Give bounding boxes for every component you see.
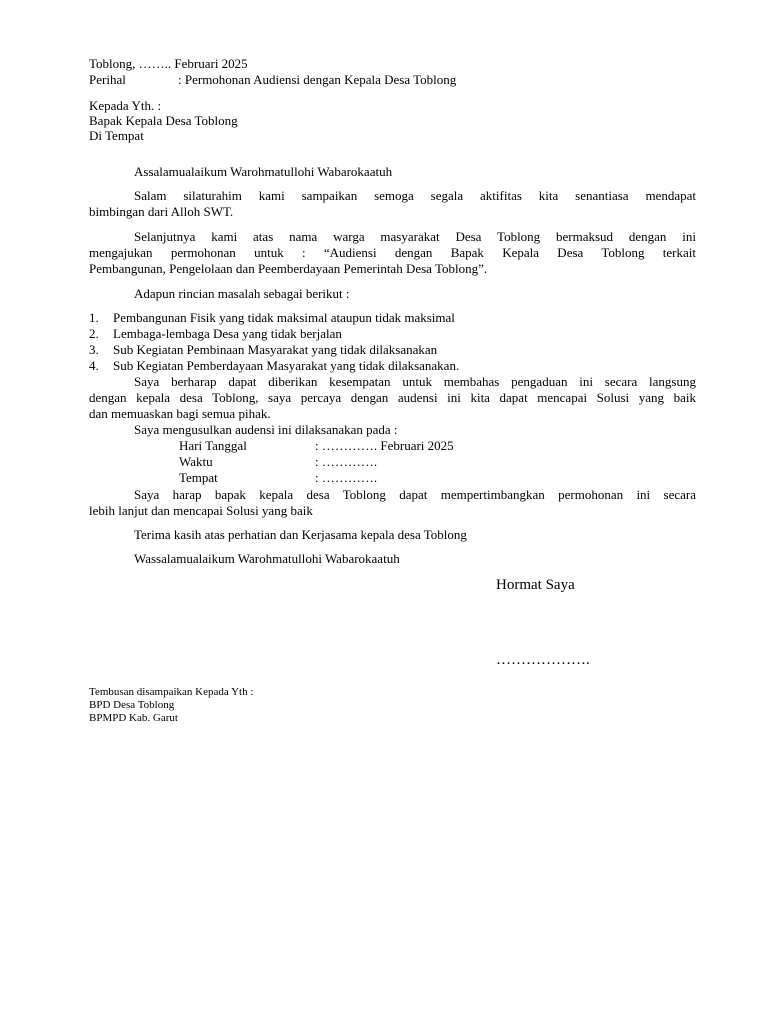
paragraph-1	[89, 188, 696, 220]
list-item: Sub Kegiatan Pembinaan Masyarakat yang tidak dilaksanakan	[113, 342, 438, 357]
list-item-num: 3.	[89, 342, 99, 357]
thanks-line: Terima kasih atas perhatian dan Kerjasama kepala desa Toblong	[134, 527, 467, 542]
list-item-num: 1.	[89, 310, 99, 325]
cc-title: Tembusan disampaikan Kepada Yth :	[89, 686, 254, 698]
paragraph-4-line-1: Saya berharap dapat diberikan kesempatan untuk membahas pengaduan ini secara langsung	[134, 374, 696, 389]
schedule-value-place: : ………….	[315, 470, 378, 485]
paragraph-2-line-1: Selanjutnya kami atas nama warga masyarakat Desa Toblong bermaksud dengan ini	[134, 229, 696, 244]
paragraph-3: Adapun rincian masalah sebagai berikut :	[134, 286, 350, 301]
perihal-label: Perihal	[89, 72, 126, 87]
list-item: Lembaga-lembaga Desa yang tidak berjalan	[113, 326, 342, 341]
date-line: Toblong, …….. Februari 2025	[89, 56, 248, 71]
cc-line-1: BPD Desa Toblong	[89, 699, 175, 711]
schedule-value-date: : …………. Februari 2025	[315, 438, 454, 453]
perihal-value: : Permohonan Audiensi dengan Kepala Desa Toblong	[178, 72, 457, 87]
paragraph-1-line-2: bimbingan dari Alloh SWT.	[89, 204, 234, 219]
schedule-label-time: Waktu	[179, 454, 213, 469]
schedule-value-time: : ………….	[315, 454, 378, 469]
paragraph-6	[89, 487, 696, 519]
schedule-label-date: Hari Tanggal	[179, 438, 247, 453]
paragraph-4	[89, 374, 696, 422]
paragraph-2-line-3: Pembangunan, Pengelolaan dan Peemberdayaan Pemerintah Desa Toblong”.	[89, 261, 488, 276]
paragraph-6-line-1: Saya harap bapak kepala desa Toblong dapat mempertimbangkan permohonan ini secara	[134, 487, 696, 502]
closing-greeting: Wassalamualaikum Warohmatullohi Wabarokaatuh	[134, 551, 400, 566]
recipient-line-2: Bapak Kepala Desa Toblong	[89, 113, 238, 128]
signature-title: Hormat Saya	[496, 577, 575, 593]
paragraph-4-line-3: dan memuaskan bagi semua pihak.	[89, 406, 271, 421]
paragraph-6-line-2: lebih lanjut dan mencapai Solusi yang baik	[89, 503, 313, 518]
greeting: Assalamualaikum Warohmatullohi Wabarokaatuh	[134, 164, 393, 179]
list-item-num: 4.	[89, 358, 99, 373]
list-item-num: 2.	[89, 326, 99, 341]
paragraph-4-line-2: dengan kepala desa Toblong, saya percaya dengan audensi ini kita dapat mencapai Solusi yang baik	[89, 390, 696, 405]
paragraph-2-line-2: mengajukan permohonan untuk : “Audiensi dengan Bapak Kepala Desa Toblong terkait	[89, 245, 696, 260]
recipient-line-3: Di Tempat	[89, 128, 144, 143]
paragraph-1-line-1: Salam silaturahim kami sampaikan semoga segala aktifitas kita senantiasa mendapat	[134, 188, 696, 203]
list-item: Pembangunan Fisik yang tidak maksimal ataupun tidak maksimal	[113, 310, 455, 325]
list-item: Sub Kegiatan Pemberdayaan Masyarakat yang tidak dilaksanakan.	[113, 358, 460, 373]
recipient-line-1: Kepada Yth. :	[89, 98, 162, 113]
signature-name: ……………….	[496, 652, 590, 668]
paragraph-5: Saya mengusulkan audensi ini dilaksanakan pada :	[134, 422, 398, 437]
cc-line-2: BPMPD Kab. Garut	[89, 712, 178, 724]
paragraph-2	[89, 229, 696, 277]
schedule-label-place: Tempat	[179, 470, 218, 485]
